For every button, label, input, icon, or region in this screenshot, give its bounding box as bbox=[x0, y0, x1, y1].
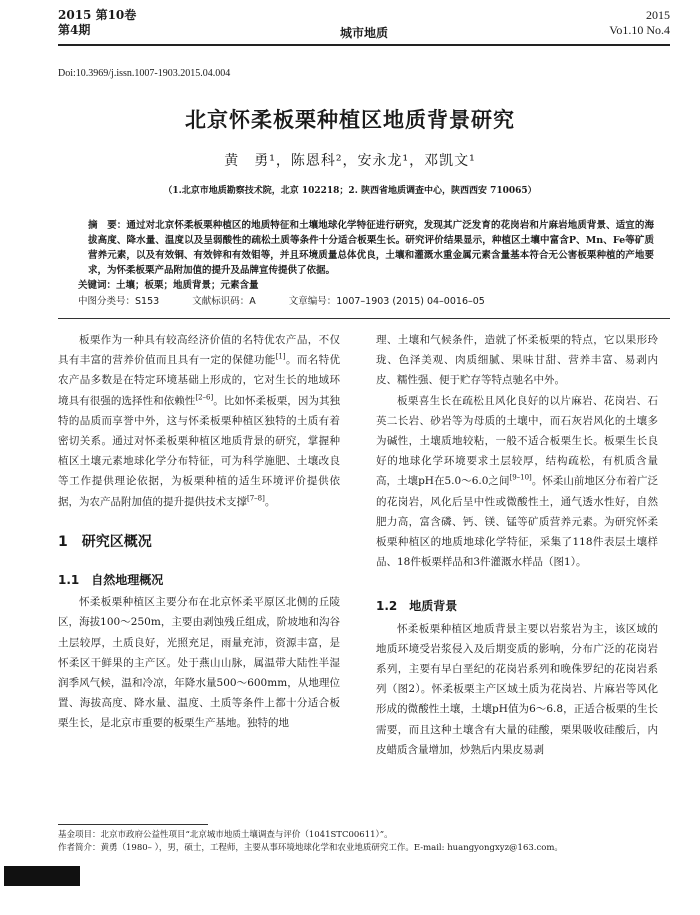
citation: [7–8] bbox=[247, 494, 265, 503]
header-year: 2015 bbox=[646, 8, 670, 22]
citation: [2–6] bbox=[195, 393, 214, 402]
document-code: 文献标识码：A bbox=[192, 296, 256, 307]
journal-name: 城市地质 bbox=[339, 26, 388, 40]
header-issue: 第4期 bbox=[58, 23, 91, 37]
citation: [1] bbox=[275, 352, 286, 361]
soil-paragraph: 板栗喜生长在疏松且风化良好的以片麻岩、花岗岩、石英二长岩、砂岩等为母质的土壤中，而石灰岩风化的土壤多为碱性，土壤质地较粘，一般不适合板栗生长。板栗生长良好的地球化学环境要求土层较厚，结构疏松，有机质含量高，土壤pH在5.0～6.0之间[9–10]。怀柔山前地区分布着广泛的花岗岩，风化后呈中性或微酸性土，通气透水性好，自然肥力高，富含磷、钙、镁、锰等矿质营养元素。为研究怀柔板栗种植区的地质地球化学特征，采集了118件表层土壤样品、18件板栗样品和3件灌溉水样品（图1）。 bbox=[376, 394, 659, 569]
abstract: 摘 要：通过对北京怀柔板栗种植区的地质特征和土壤地球化学特征进行研究，发现其广泛发育的花岗岩和片麻岩地质背景、适宜的海拔高度、降水量、温度以及呈弱酸性的疏松土质等条件十分适合板栗生长。研究评价结果显示，种植区土壤中富含P、Mn、Fe等矿质营养元素，以及有效铜、有效锌和有效钼等，并且环境质量总体优良，土壤和灌溉水重金属元素含量基本符合无公害板栗种植的产地要求，为怀柔板栗产品附加值的提升及品牌宣传提供了依据。 bbox=[88, 220, 654, 276]
scan-bar bbox=[4, 866, 80, 886]
article-number: 文章编号：1007–1903 (2015) 04–0016–05 bbox=[288, 296, 485, 307]
section-heading-1: 1 研究区概况 bbox=[58, 533, 152, 550]
citation: [9–10] bbox=[509, 473, 532, 482]
page-header bbox=[58, 0, 670, 46]
keywords: 关键词：土壤；板栗；地质背景；元素含量 bbox=[78, 280, 259, 291]
intro-paragraph: 板栗作为一种具有较高经济价值的名特优农产品，不仅具有丰富的营养价值而且具有一定的保健功能[1]。而名特优农产品多数是在特定环境基础上形成的，它对生长的地域环境具有很强的选择性和依赖性[2–6]。比如怀柔板栗，因为其独特的品质而享誉中外，这与怀柔板栗种植区独特的土质有着密切关系。通过对怀柔板栗种植区地质背景的研究，掌握种植区土壤元素地球化学分布特征，可为科学施肥、土壤改良等工作提供理论依据，为板栗种植的适生环境评价提供依据，为农产品附加值的提升提供技术支撑[7–8]。 bbox=[58, 334, 341, 508]
continued-paragraph: 理、土壤和气候条件，造就了怀柔板栗的特点，它以果形玲珑、色泽美观、肉质细腻、果味甘甜、营养丰富、易剥内皮、糯性强、便于贮存等特点驰名中外。 bbox=[376, 334, 658, 387]
paper-title: 北京怀柔板栗种植区地质背景研究 bbox=[185, 107, 515, 132]
header-vol-no: Vo1.10 No.4 bbox=[609, 23, 670, 37]
right-column bbox=[376, 330, 658, 760]
geology-paragraph: 怀柔板栗种植区地质背景主要以岩浆岩为主，该区域的地质环境受岩浆侵入及后期变质的影响，分布广泛的花岗岩系列，主要有早白垩纪的花岗岩系列和晚侏罗纪的花岗岩系列（图2）。怀柔板栗主产区域土质为花岗岩、片麻岩等风化形成的微酸性土壤，土壤pH值为6～6.8，正适合板栗的生长需要，而且这种土壤含有大量的硅酸，栗果吸收硅酸后，内皮蜡质含量增加，炒熟后内果皮易剥 bbox=[376, 622, 658, 756]
divider bbox=[58, 318, 670, 319]
footnote-rule bbox=[58, 824, 208, 825]
section-heading-1-1: 1.1 自然地理概况 bbox=[58, 573, 164, 588]
left-column bbox=[58, 330, 340, 734]
affiliation: （1.北京市地质勘察技术院，北京 102218；2. 陕西省地质调查中心，陕西西安 710065） bbox=[163, 186, 537, 196]
header-year-volume: 2015 第10卷 bbox=[58, 8, 137, 22]
header-right bbox=[609, 8, 670, 38]
author-note: 作者简介：黄勇（1980– ），男，硕士，工程师，主要从事环境地球化学和农业地质研究工作。E-mail: huangyongxyz@163.com。 bbox=[58, 843, 563, 853]
natural-geography-paragraph: 怀柔板栗种植区主要分布在北京怀柔平原区北侧的丘陵区，海拔100～250m，主要由剥蚀残丘组成，阶坡地和沟谷土层较厚，土质良好，光照充足，雨量充沛，资源丰富，是怀柔区干鲜果的主产区。处于燕山山脉，属温带大陆性半湿润季风气候，温和冷凉，年降水量500～600mm，从地理位置、海拔高度、降水量、温度、土质等条件上都十分适合板栗生长，是北京市重要的板栗生产基地。独特的地 bbox=[58, 596, 340, 730]
article-meta bbox=[78, 293, 515, 307]
footnote bbox=[58, 829, 678, 855]
fund-note: 基金项目：北京市政府公益性项目“北京城市地质土壤调查与评价（1041STC00611）”。 bbox=[58, 830, 393, 840]
section-heading-1-2: 1.2 地质背景 bbox=[376, 599, 458, 614]
authors: 黄 勇¹，陈恩科²，安永龙¹，邓凯文¹ bbox=[224, 153, 476, 169]
doi: Doi:10.3969/j.issn.1007-1903.2015.04.004 bbox=[58, 68, 231, 79]
classification-number: 中图分类号：S153 bbox=[78, 296, 160, 307]
